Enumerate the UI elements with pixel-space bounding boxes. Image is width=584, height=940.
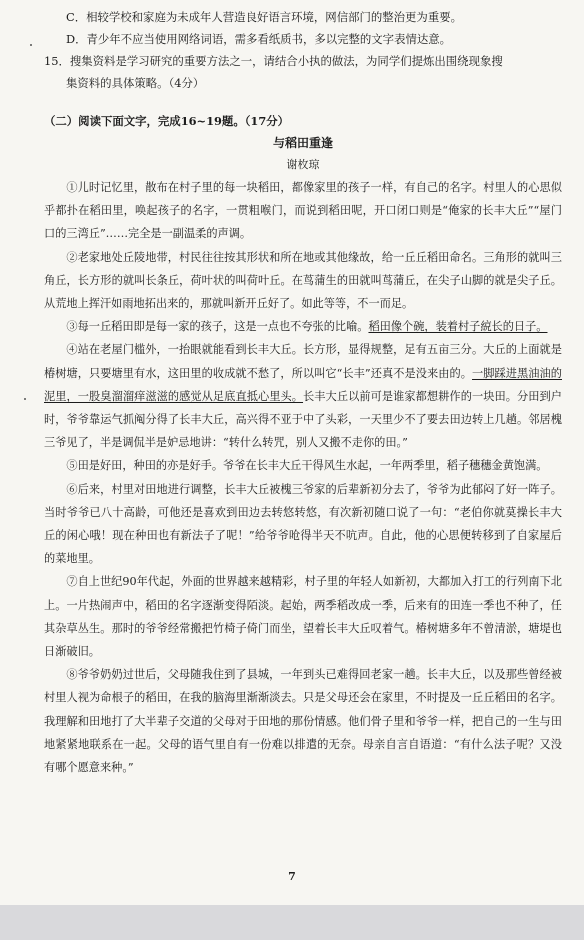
paragraph-2: ②老家地处丘陵地带，村民往往按其形状和所在地或其他缘故，给一丘丘稻田命名。三角形的就叫三角丘，长方形的就叫长条丘，荷叶状的叫荷叶丘。在茑蒲生的田就叫茑蒲丘，在尖子山脚的就是尖子丘。从荒地上挥汗如雨地拓出来的，那就叫新开丘好了。如此等等，不一而足。 (44, 250, 562, 311)
paragraph-3-underlined: 稻田像个碗，装着村子綂长的日子。 (368, 320, 548, 334)
page-number: 7 (288, 870, 296, 883)
question-15-line-2: 集资料的具体策略。（4分） (66, 76, 205, 90)
paragraph-3-text: ③每一丘稻田即是每一家的孩子，这是一点也不夸张的比喻。 (66, 320, 369, 334)
paragraph-6: ⑥后来，村里对田地进行调整，长丰大丘被槐三爷家的后辈新初分去了，爷爷为此郁闷了好一阵子。当时爷爷已八十高龄，可他还是喜欢到田边去转悠转悠，有次新初随口说了一句：“老伯你就莫操长丰大丘的闲心哦！现在种田也有新法子了呢！”给爷爷呛得半天不吭声。自此，他的心思便转移到了自家屋后的菜地里。 (44, 482, 562, 566)
paragraph-4 (44, 338, 562, 454)
question-15-line-1: 15．搜集资料是学习研究的重要方法之一，请结合小执的做法，为同学们提炼出围绕现象搜 (44, 54, 503, 68)
paragraph-1: ①儿时记忆里，散布在村子里的每一块稻田，都像家里的孩子一样，有自己的名字。村里人的心思似乎都扑在稻田里，唤起孩子的名字，一贯粗喉门，而说到稻田呢，开口闭口则是“俺家的长丰大丘”“屋门口的三湾丘”……完全是一副温柔的声调。 (44, 181, 562, 241)
scanner-bottom-bar (0, 905, 584, 940)
scan-speck (30, 44, 32, 46)
option-d: D．青少年不应当使用网络词语，需多看纸质书，多以完整的文字表情达意。 (66, 32, 452, 46)
paragraph-3 (44, 315, 562, 338)
paragraph-4-underlined: 一脚踩进黑油油的泥里，一股臭溜溜痒滋滋的感觉从足底直抵心里头。 (44, 366, 562, 403)
section-heading: （二）阅读下面文字，完成16~19题。（17分） (44, 114, 290, 128)
paragraph-8: ⑧爷爷奶奶过世后，父母随我住到了县城，一年到头已难得回老家一趟。长丰大丘，以及那些曾经被村里人视为命根子的稻田，在我的脑海里渐渐淡去。只是父母还会在家里，不时提及一丘丘稻田的名字。我理解和田地打了大半辈子交道的父母对于田地的那份情感。他们骨子里和爷爷一样，把自己的一生与田地紧紧地联系在一起。父母的语气里自有一份难以排遣的无奈。母亲自言自语道：“有什么法子呢？又没有哪个愿意来种。” (44, 668, 562, 775)
option-c: C．相较学校和家庭为未成年人营造良好语言环境，网信部门的整治更为重要。 (66, 10, 462, 24)
paragraph-4-text-a: ④站在老屋门槛外，一抬眼就能看到长丰大丘。长方形，显得规整，足有五亩三分。大丘的上面就是椿树塘，只要塘里有水，这田里的收成就不愁了，所以叫它“长丰”还真不是没来由的。 (44, 343, 562, 380)
paragraph-5: ⑤田是好田，种田的亦是好手。爷爷在长丰大丘干得风生水起，一年两季里，稻子穗穗金黄饱满。 (66, 459, 548, 473)
paragraph-7: ⑦自上世纪90年代起，外面的世界越来越精彩，村子里的年轻人如新初，大都加入打工的行列南下北上。一片热闹声中，稻田的名字逐渐变得陌淡。起始，两季稻改成一季，后来有的田连一季也不种了，任其杂草丛生。那时的爷爷经常搬把竹椅子倚门而坐，望着长丰大丘叹着气。椿树塘多年不曾清淤，塘堤也日渐破旧。 (44, 575, 562, 659)
paragraph-4-text-b: 长丰大丘以前可是谁家都想耕作的一块田。分田到户时，爷爷靠运气抓阄分得了长丰大丘，高兴得不亚于中了头彩，一天里少不了要去田边转上几趟。邻居槐三爷见了，半是调侃半是妒忌地讲：“转什么转咒，别人又搬不走你的田。” (44, 389, 562, 450)
article-title: 与稻田重逢 (272, 136, 333, 150)
scan-speck (24, 398, 26, 400)
article-author: 谢枚琼 (286, 158, 320, 171)
